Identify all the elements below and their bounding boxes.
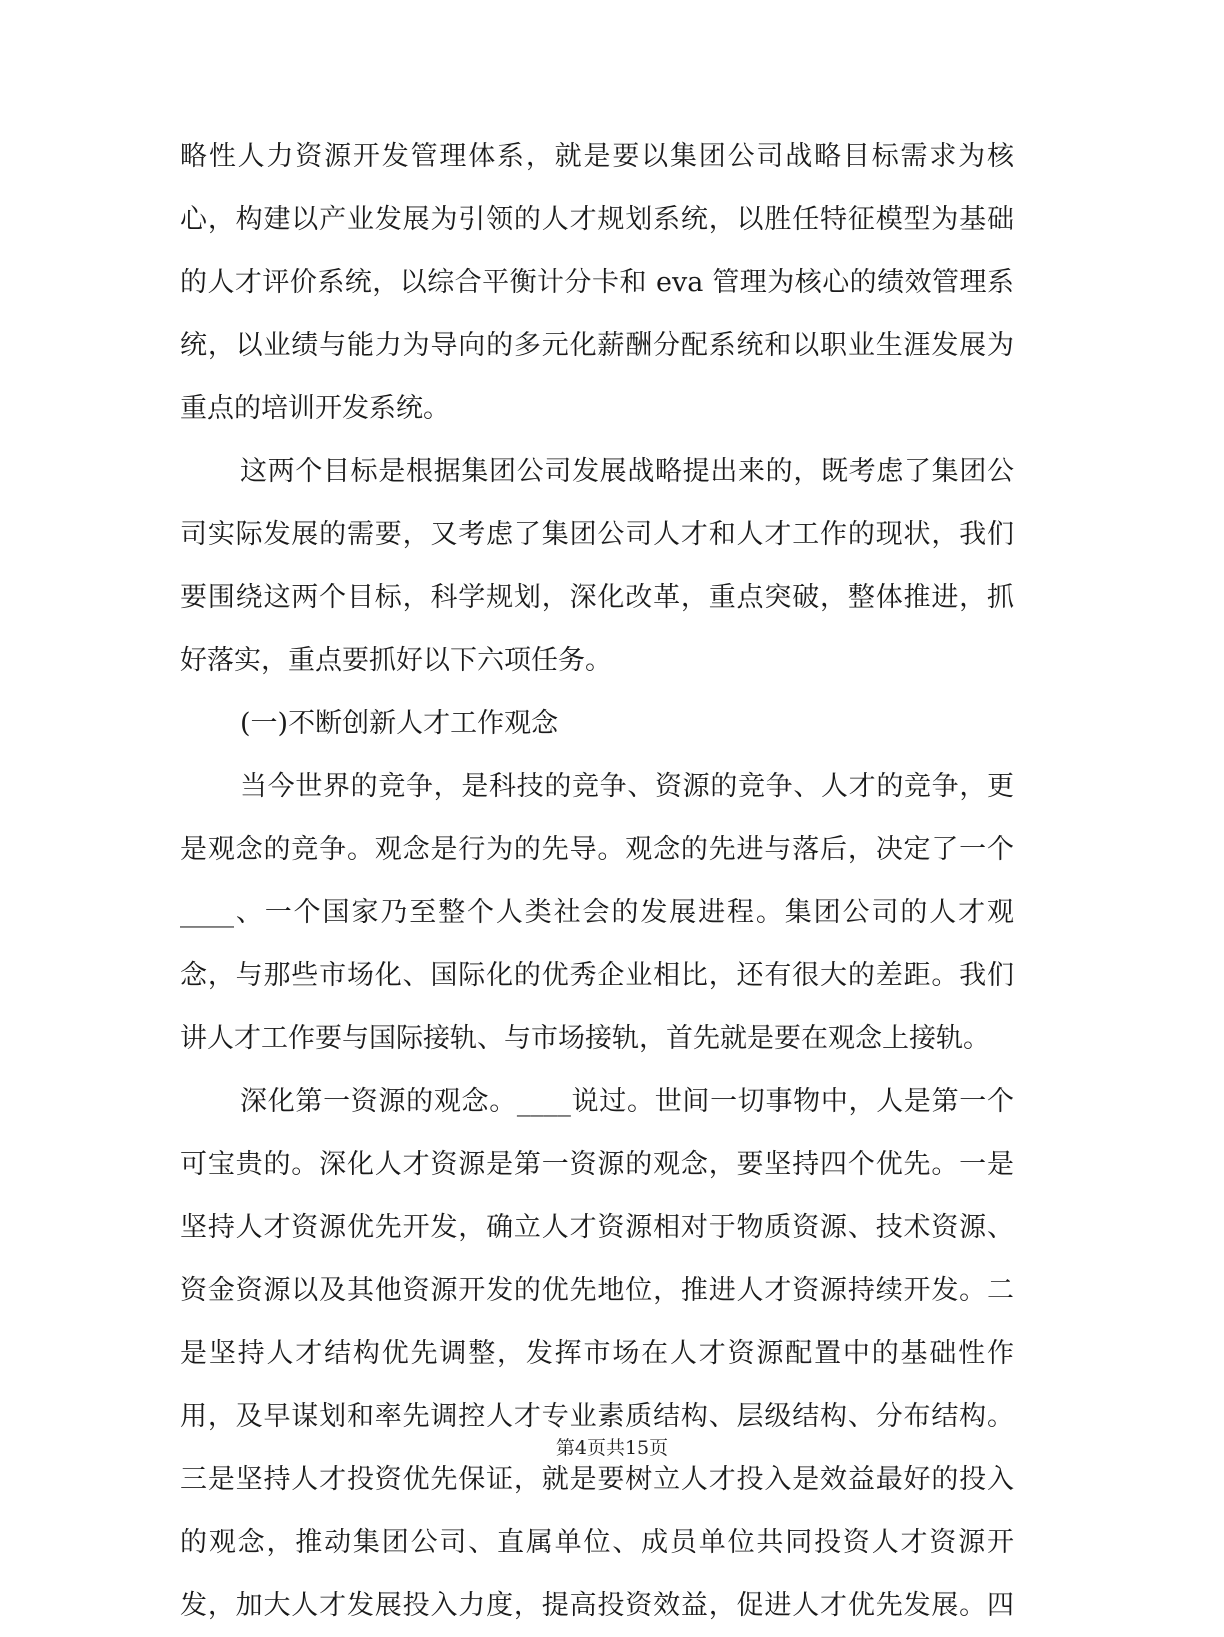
text-line: 好落实，重点要抓好以下六项任务。 [180,645,612,676]
text-line: 坚持人才资源优先开发，确立人才资源相对于物质资源、技术资源、 [180,1212,1014,1243]
text-line: 统，以业绩与能力为导向的多元化薪酬分配系统和以职业生涯发展为 [180,330,1014,361]
text-line: 心，构建以产业发展为引领的人才规划系统，以胜任特征模型为基础 [180,204,1014,235]
text-line: 可宝贵的。深化人才资源是第一资源的观念，要坚持四个优先。一是 [180,1149,1014,1180]
paragraph-first-line: 当今世界的竞争，是科技的竞争、资源的竞争、人才的竞争，更 [240,771,1014,802]
text-line: 司实际发展的需要，又考虑了集团公司人才和人才工作的现状，我们 [180,519,1014,550]
section-heading: (一)不断创新人才工作观念 [240,708,559,739]
text-line: 资金资源以及其他资源开发的优先地位，推进人才资源持续开发。二 [180,1275,1014,1306]
text-line: 讲人才工作要与国际接轨、与市场接轨，首先就是要在观念上接轨。 [180,1023,990,1054]
page-number: 第4页共15页 [555,1437,669,1459]
text-line: 略性人力资源开发管理体系，就是要以集团公司战略目标需求为核 [180,141,1014,172]
text-line: 是坚持人才结构优先调整，发挥市场在人才资源配置中的基础性作 [180,1338,1014,1369]
document-body [180,125,1014,1637]
text-line: 重点的培训开发系统。 [180,393,450,424]
text-line: 三是坚持人才投资优先保证，就是要树立人才投入是效益最好的投入 [180,1464,1014,1495]
text-line: 发，加大人才发展投入力度，提高投资效益，促进人才优先发展。四 [180,1590,1014,1621]
text-line: ____、一个国家乃至整个人类社会的发展进程。集团公司的人才观 [180,897,1014,928]
text-line: 是观念的竞争。观念是行为的先导。观念的先进与落后，决定了一个 [180,834,1014,865]
paragraph-first-line: 这两个目标是根据集团公司发展战略提出来的，既考虑了集团公 [240,456,1014,487]
text-line: 的观念，推动集团公司、直属单位、成员单位共同投资人才资源开 [180,1527,1014,1558]
text-line: 的人才评价系统，以综合平衡计分卡和 eva 管理为核心的绩效管理系 [180,267,1014,298]
text-line: 念，与那些市场化、国际化的优秀企业相比，还有很大的差距。我们 [180,960,1014,991]
text-line: 要围绕这两个目标，科学规划，深化改革，重点突破，整体推进，抓 [180,582,1014,613]
paragraph-first-line: 深化第一资源的观念。____说过。世间一切事物中，人是第一个 [240,1086,1014,1117]
text-line: 用，及早谋划和率先调控人才专业素质结构、层级结构、分布结构。 [180,1401,1014,1432]
